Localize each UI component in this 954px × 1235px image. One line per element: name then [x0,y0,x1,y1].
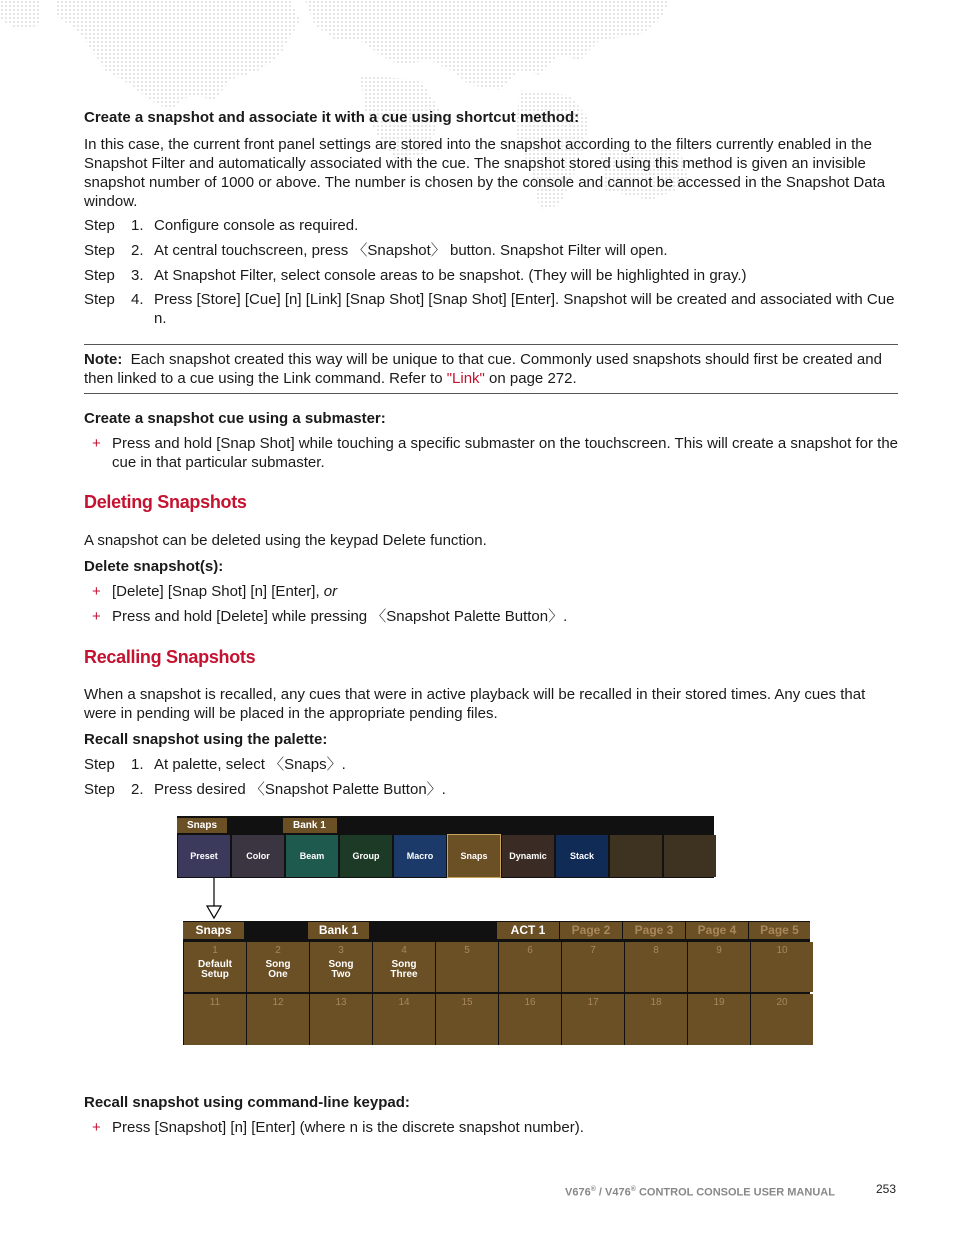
recalling-intro: When a snapshot is recalled, any cues that were in active playback will be recalled in their stored times. Any cues that were in pending will be placed in the appropriate pending files. [84,686,866,722]
snapshot-name [499,960,561,970]
snapshot-name [310,960,372,980]
snapshot-number: 9 [716,945,722,956]
snapshot-number: 19 [713,997,725,1008]
palette-category-button[interactable]: Snaps [448,835,500,877]
snapshot-name-line2: Two [331,969,351,980]
snapshot-number: 18 [650,997,662,1008]
palette-category-button[interactable]: Beam [286,835,338,877]
snapshot-palette-button[interactable] [436,994,498,1045]
snapshot-name-line1: Song [265,959,291,970]
palette-bank-label[interactable]: Bank 1 [308,922,369,939]
snapshot-name-line2: Three [390,969,418,980]
step-text: Configure console as required. [154,217,359,234]
snapshot-palette-button[interactable] [373,942,435,992]
step-label: Step [84,217,115,234]
note-label: Note: [84,351,123,368]
snapshot-name-line1: Song [391,959,417,970]
snapshot-number: 16 [524,997,536,1008]
step-text: Press [Store] [Cue] [n] [Link] [Snap Shot] [Snap Shot] [Enter]. Snapshot will be created and associated with Cue n. [154,291,895,327]
note-box [84,350,898,388]
footer-reg-mark: ® [630,1186,636,1193]
palette-category-button[interactable]: Preset [178,835,230,877]
snapshot-name-line1: Default [198,959,232,970]
step-number: 4. [131,291,144,308]
snapshot-number: 17 [587,997,599,1008]
step-text: At palette, select 〈Snaps〉. [154,756,346,773]
bullet-text: Press and hold [Delete] while pressing 〈Snapshot Palette Button〉. [112,608,568,625]
snapshot-name [751,960,813,970]
snapshot-number: 20 [776,997,788,1008]
snapshot-number: 6 [527,945,533,956]
plus-bullet-icon: + [92,583,101,600]
bullet-text-or: or [323,583,338,600]
note-top-rule [84,344,898,345]
delete-heading: Delete snapshot(s): [84,558,224,575]
footer-manual-title [565,1180,835,1203]
page-tab-page3[interactable]: Page 3 [623,922,685,939]
step-text: Press desired 〈Snapshot Palette Button〉. [154,781,446,798]
palette-tab-snaps[interactable]: Snaps [183,922,244,939]
down-arrow-icon [204,878,224,920]
snapshot-palette-button[interactable] [562,942,624,992]
plus-bullet-icon: + [92,435,101,452]
step-label: Step [84,267,115,284]
snapshot-palette-button[interactable] [310,942,372,992]
note-text-end: on page 272. [484,370,577,387]
snapshot-number: 13 [335,997,347,1008]
page-tab-act1[interactable]: ACT 1 [497,922,559,939]
snapshot-number: 2 [275,945,281,956]
snapshot-palette-button[interactable] [562,994,624,1045]
note-text: Each snapshot created this way will be unique to that cue. Commonly used snapshots should first be created and then linked to a cue using the Link command. Refer to [84,351,882,387]
snapshot-number: 5 [464,945,470,956]
page-tab-page5[interactable]: Page 5 [749,922,810,939]
palette-bank-label[interactable]: Bank 1 [283,818,337,833]
page-tab-page2[interactable]: Page 2 [560,922,622,939]
palette-category-button[interactable] [664,835,716,877]
section-title-recalling: Recalling Snapshots [84,647,256,667]
link-reference[interactable]: "Link" [446,370,485,387]
step-text: At Snapshot Filter, select console areas to be snapshot. (They will be highlighted in gray.) [154,267,747,284]
snapshot-number: 11 [209,997,221,1008]
step-number: 2. [131,781,144,798]
snapshot-palette-button[interactable] [688,942,750,992]
recall-keypad-heading: Recall snapshot using command-line keypad: [84,1094,410,1111]
shortcut-method-heading: Create a snapshot and associate it with a cue using shortcut method: [84,109,580,126]
footer-product-b-model: / V476 [595,1186,631,1199]
snapshot-palette-button[interactable] [499,942,561,992]
footer-product-a: V676 [565,1186,591,1199]
submaster-heading: Create a snapshot cue using a submaster: [84,410,386,427]
snapshot-palette-button[interactable] [688,994,750,1045]
snapshot-number: 3 [338,945,344,956]
snapshot-palette-button[interactable] [247,942,309,992]
step-label: Step [84,291,115,308]
bullet-text-main: [Delete] [Snap Shot] [n] [Enter], [112,583,324,600]
deleting-intro: A snapshot can be deleted using the keypad Delete function. [84,532,487,549]
snapshot-name [688,960,750,970]
snapshot-name [562,960,624,970]
snapshot-name [373,960,435,980]
snapshot-palette-button[interactable] [625,994,687,1045]
section-title-deleting: Deleting Snapshots [84,492,247,512]
step-number: 1. [131,756,144,773]
page-number: 253 [876,1182,897,1196]
palette-category-button[interactable]: Macro [394,835,446,877]
palette-category-button[interactable]: Group [340,835,392,877]
snapshot-name [436,960,498,970]
bullet-text: Press [Snapshot] [n] [Enter] (where n is the discrete snapshot number). [112,1119,584,1136]
snapshot-number: 1 [212,945,218,956]
note-bottom-rule [84,393,898,394]
step-label: Step [84,756,115,773]
snapshot-name [184,960,246,980]
snapshot-number: 7 [590,945,596,956]
snapshot-number: 4 [401,945,407,956]
step-text: At central touchscreen, press 〈Snapshot〉 button. Snapshot Filter will open. [154,242,668,259]
step-number: 3. [131,267,144,284]
footer-reg-mark: ® [590,1186,596,1193]
bullet-text [112,582,898,601]
snapshot-number: 10 [776,945,788,956]
footer-product-b: CONTROL CONSOLE USER MANUAL [635,1186,835,1199]
step-label: Step [84,781,115,798]
palette-category-button[interactable]: Color [232,835,284,877]
palette-category-button[interactable]: Stack [556,835,608,877]
snapshot-name-line2: Setup [201,969,229,980]
snapshot-number: 12 [272,997,284,1008]
snapshot-palette-button[interactable] [499,994,561,1045]
recall-palette-heading: Recall snapshot using the palette: [84,731,328,748]
step-label: Step [84,242,115,259]
palette-tab-snaps[interactable]: Snaps [177,818,227,833]
snapshot-palette-button[interactable] [247,994,309,1045]
snapshot-number: 8 [653,945,659,956]
step-number: 2. [131,242,144,259]
snapshot-palette-button[interactable] [625,942,687,992]
palette-category-bar [177,816,714,878]
snapshot-palette-button[interactable] [184,942,246,992]
snapshot-palette-button[interactable] [436,942,498,992]
step-number: 1. [131,217,144,234]
snapshot-name [247,960,309,980]
snapshot-number: 15 [461,997,473,1008]
page-tab-page4[interactable]: Page 4 [686,922,748,939]
palette-category-button[interactable] [610,835,662,877]
snapshot-palette-button[interactable] [751,994,813,1045]
plus-bullet-icon: + [92,1119,101,1136]
palette-category-button[interactable]: Dynamic [502,835,554,877]
snapshot-palette-button[interactable] [751,942,813,992]
snapshot-palette-button[interactable] [310,994,372,1045]
plus-bullet-icon: + [92,608,101,625]
snapshot-name-line1: Song [328,959,354,970]
snapshot-name [625,960,687,970]
snapshot-palette-button[interactable] [184,994,246,1045]
snapshot-palette-button[interactable] [373,994,435,1045]
snapshot-number: 14 [398,997,410,1008]
bullet-text: Press and hold [Snap Shot] while touching a specific submaster on the touchscreen. This will create a snapshot for the cue in that particular submaster. [112,435,898,471]
snapshot-name-line2: One [268,969,288,980]
shortcut-method-intro: In this case, the current front panel settings are stored into the snapshot according to the filters currently enabled in the Snapshot Filter and automatically associated with the cue. The snapshot stored using this method is given an invisible snapshot number of 1000 or above. The number is chosen by the console and cannot be accessed in the Snapshot Data window. [84,136,886,210]
snapshot-palette [183,921,810,1045]
